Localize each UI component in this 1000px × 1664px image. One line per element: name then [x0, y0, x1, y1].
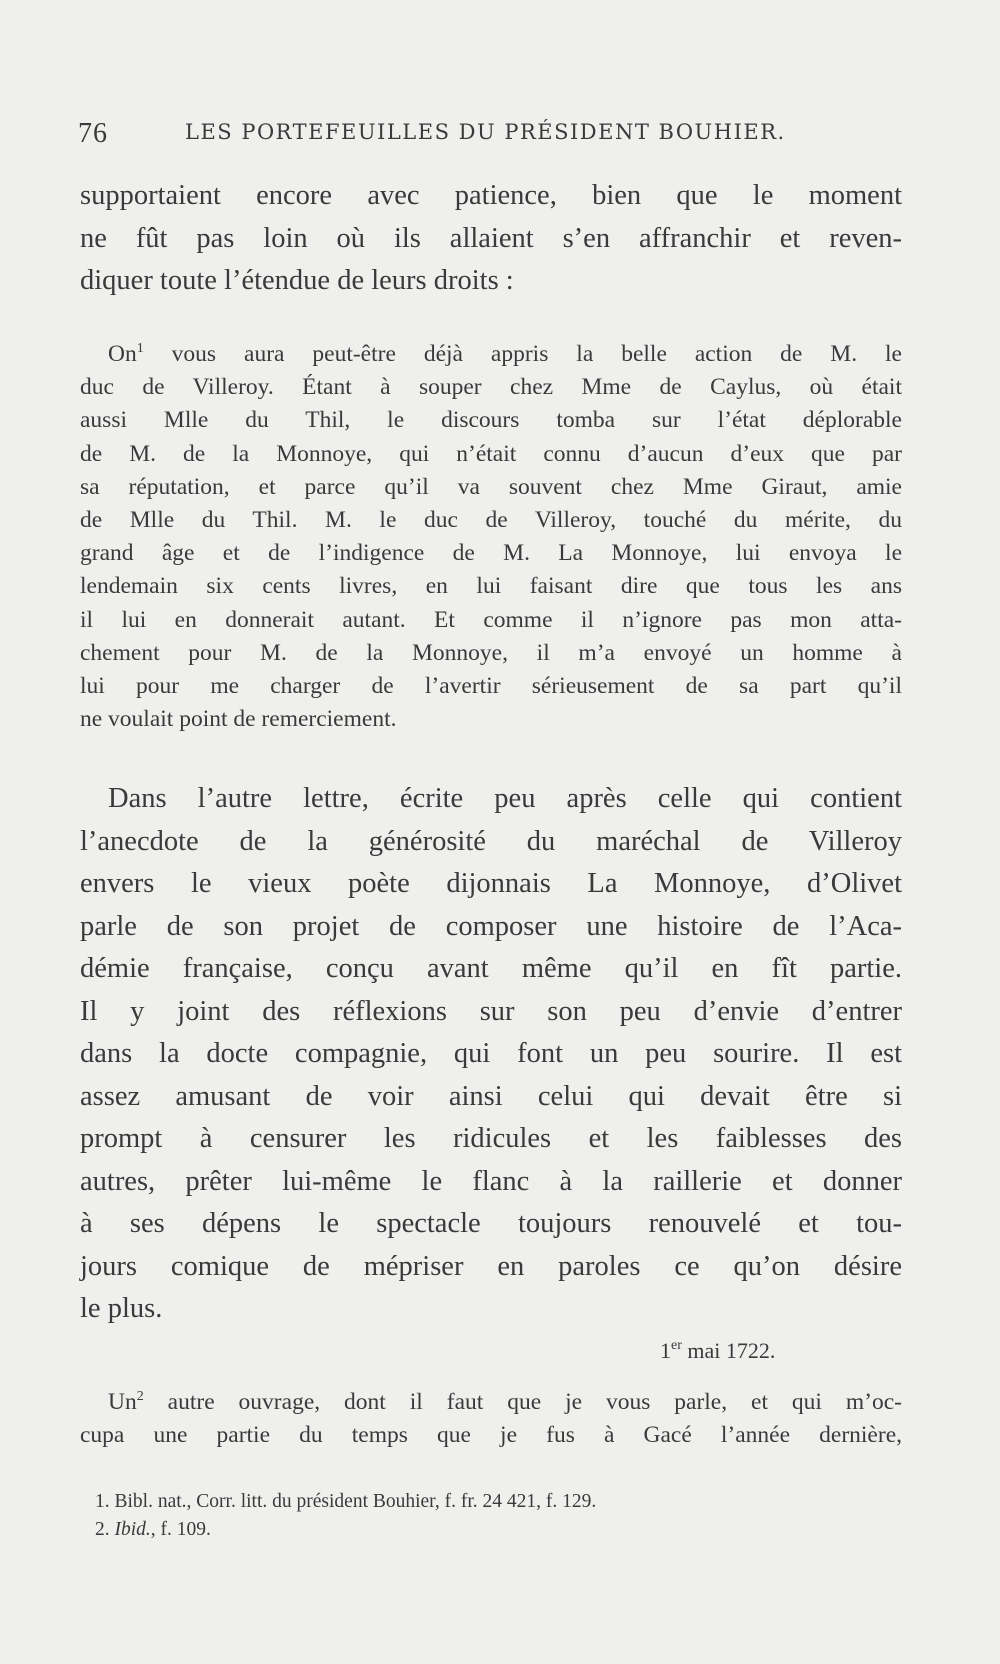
running-title: LES PORTEFEUILLES DU PRÉSIDENT BOUHIER. [185, 120, 786, 144]
text-line: à ses dépens le spectacle toujours renouvelé et tou- [80, 1208, 902, 1239]
footnote-ref: 2 [136, 1389, 144, 1404]
footnote-1: 1. Bibl. nat., Corr. litt. du président Bouhier, f. fr. 24 421, f. 129. [95, 1491, 597, 1512]
text-line: assez amusant de voir ainsi celui qui devait être si [80, 1080, 902, 1112]
paragraph-2 [80, 778, 902, 1331]
text-line: grand âge et de l’indigence de M. La Monnoye, lui envoya le [80, 540, 902, 567]
date-day: 1 [660, 1338, 671, 1363]
text-line: sa réputation, et parce qu’il va souvent chez Mme Giraut, amie [80, 473, 902, 500]
footnote-2-suffix: , f. 109. [150, 1519, 211, 1540]
text-line: Il y joint des réflexions sur son peu d’envie d’entrer [80, 995, 902, 1027]
text-line: cupa une partie du temps que je fus à Gacé l’année dernière, [80, 1422, 902, 1449]
page-header [78, 118, 878, 152]
text-line: ne voulait point de remerciement. [80, 706, 397, 733]
text-line: duc de Villeroy. Étant à souper chez Mme de Caylus, où était [80, 374, 902, 401]
text-line: aussi Mlle du Thil, le discours tomba sur l’état déplorable [80, 407, 902, 434]
text-line: supportaient encore avec patience, bien que le moment [80, 180, 902, 211]
footnote-2-ibid: Ibid. [114, 1519, 151, 1540]
text-line: jours comique de mépriser en paroles ce qu’on désire [80, 1250, 902, 1282]
text-line: dans la docte compagnie, qui font un peu sourire. Il est [80, 1038, 902, 1069]
text-line: diquer toute l’étendue de leurs droits : [80, 265, 514, 296]
footnotes [95, 1488, 596, 1544]
quote-first-word: Un [108, 1389, 137, 1415]
text-line: parle de son projet de composer une histoire de l’Aca- [80, 910, 902, 942]
footnote-2 [95, 1516, 596, 1544]
date-rest: mai 1722. [681, 1338, 776, 1363]
quoted-letter-2 [80, 1386, 902, 1452]
text-line: lui pour me charger de l’avertir sérieusement de sa part qu’il [80, 673, 902, 700]
quote-first-line-rest: autre ouvrage, dont il faut que je vous parle, et qui m’oc- [143, 1389, 902, 1415]
text-line [80, 338, 902, 371]
paragraph-1 [80, 175, 902, 303]
footnote-ref: 1 [136, 341, 144, 356]
text-line: de Mlle du Thil. M. le duc de Villeroy, touché du mérite, du [80, 507, 902, 534]
text-line: autres, prêter lui-même le flanc à la raillerie et donner [80, 1165, 902, 1197]
text-line: chement pour M. de la Monnoye, il m’a envoyé un homme à [80, 639, 902, 666]
text-line: il lui en donnerait autant. Et comme il n’ignore pas mon atta- [80, 606, 902, 633]
text-line: démie française, conçu avant même qu’il en fît partie. [80, 953, 902, 984]
text-line: lendemain six cents livres, en lui faisant dire que tous les ans [80, 573, 902, 600]
quote-first-line-rest: vous aura peut-être déjà appris la belle action de M. le [143, 341, 902, 367]
text-line: Dans l’autre lettre, écrite peu après celle qui contient [108, 783, 902, 814]
text-line: l’anecdote de la générosité du maréchal de Villeroy [80, 825, 902, 857]
text-line: ne fût pas loin où ils allaient s’en affranchir et reven- [80, 222, 902, 254]
quoted-letter-1 [80, 338, 902, 736]
date-day-suffix: er [671, 1338, 682, 1353]
text-line: de M. de la Monnoye, qui n’était connu d’aucun d’eux que par [80, 440, 902, 467]
page-number: 76 [78, 118, 108, 149]
text-line: envers le vieux poète dijonnais La Monnoye, d’Olivet [80, 868, 902, 899]
quote-first-word: On [108, 341, 137, 367]
letter-date [660, 1338, 775, 1364]
text-line: le plus. [80, 1293, 163, 1324]
footnote-2-prefix: 2. [95, 1519, 115, 1540]
text-line: prompt à censurer les ridicules et les faiblesses des [80, 1123, 902, 1154]
text-line [80, 1386, 902, 1419]
